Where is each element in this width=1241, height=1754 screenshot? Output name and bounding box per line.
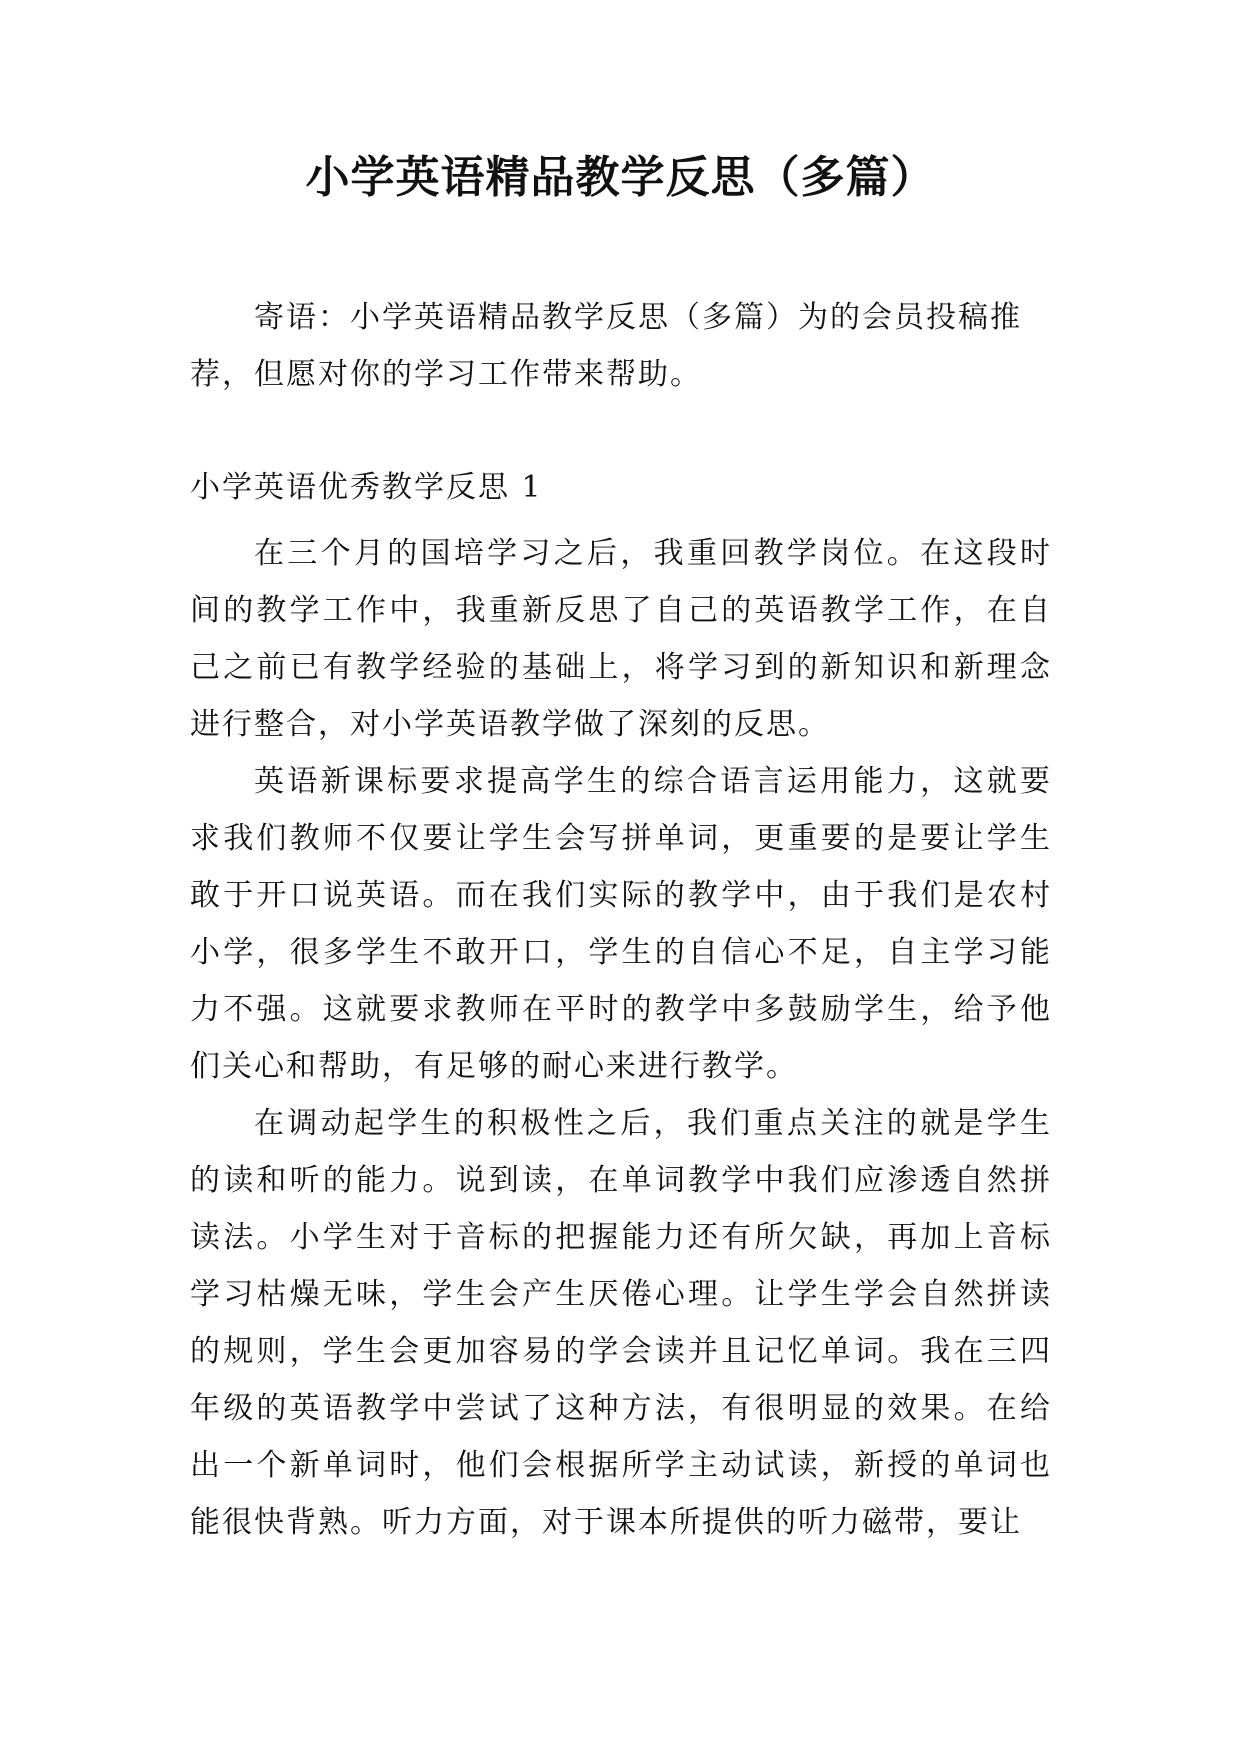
section-title: 小学英语优秀教学反思 1 bbox=[190, 470, 543, 505]
document-title: 小学英语精品教学反思（多篇） bbox=[305, 152, 936, 203]
preface-paragraph: 寄语：小学英语精品教学反思（多篇）为的会员投稿推荐，但愿对你的学习工作带来帮助。 bbox=[190, 300, 1022, 392]
body-paragraph: 英语新课标要求提高学生的综合语言运用能力，这就要求我们教师不仅要让学生会写拼单词，更重要的是要让学生敢于开口说英语。而在我们实际的教学中，由于我们是农村小学，很多学生不敢开口，学生的自信心不足，自主学习能力不强。这就要求教师在平时的教学中多鼓励学生，给予他们关心和帮助，有足够的耐心来进行教学。 bbox=[190, 764, 1052, 1084]
body-paragraph: 在三个月的国培学习之后，我重回教学岗位。在这段时间的教学工作中，我重新反思了自己的英语教学工作，在自己之前已有教学经验的基础上，将学习到的新知识和新理念进行整合，对小学英语教学做了深刻的反思。 bbox=[190, 536, 1052, 742]
document-body bbox=[190, 525, 1052, 1551]
body-paragraph: 在调动起学生的积极性之后，我们重点关注的就是学生的读和听的能力。说到读，在单词教学中我们应渗透自然拼读法。小学生对于音标的把握能力还有所欠缺，再加上音标学习枯燥无味，学生会产生厌倦心理。让学生学会自然拼读的规则，学生会更加容易的学会读并且记忆单词。我在三四年级的英语教学中尝试了这种方法，有很明显的效果。在给出一个新单词时，他们会根据所学主动试读，新授的单词也能很快背熟。听力方面，对于课本所提供的听力磁带，要让 bbox=[190, 1106, 1052, 1540]
